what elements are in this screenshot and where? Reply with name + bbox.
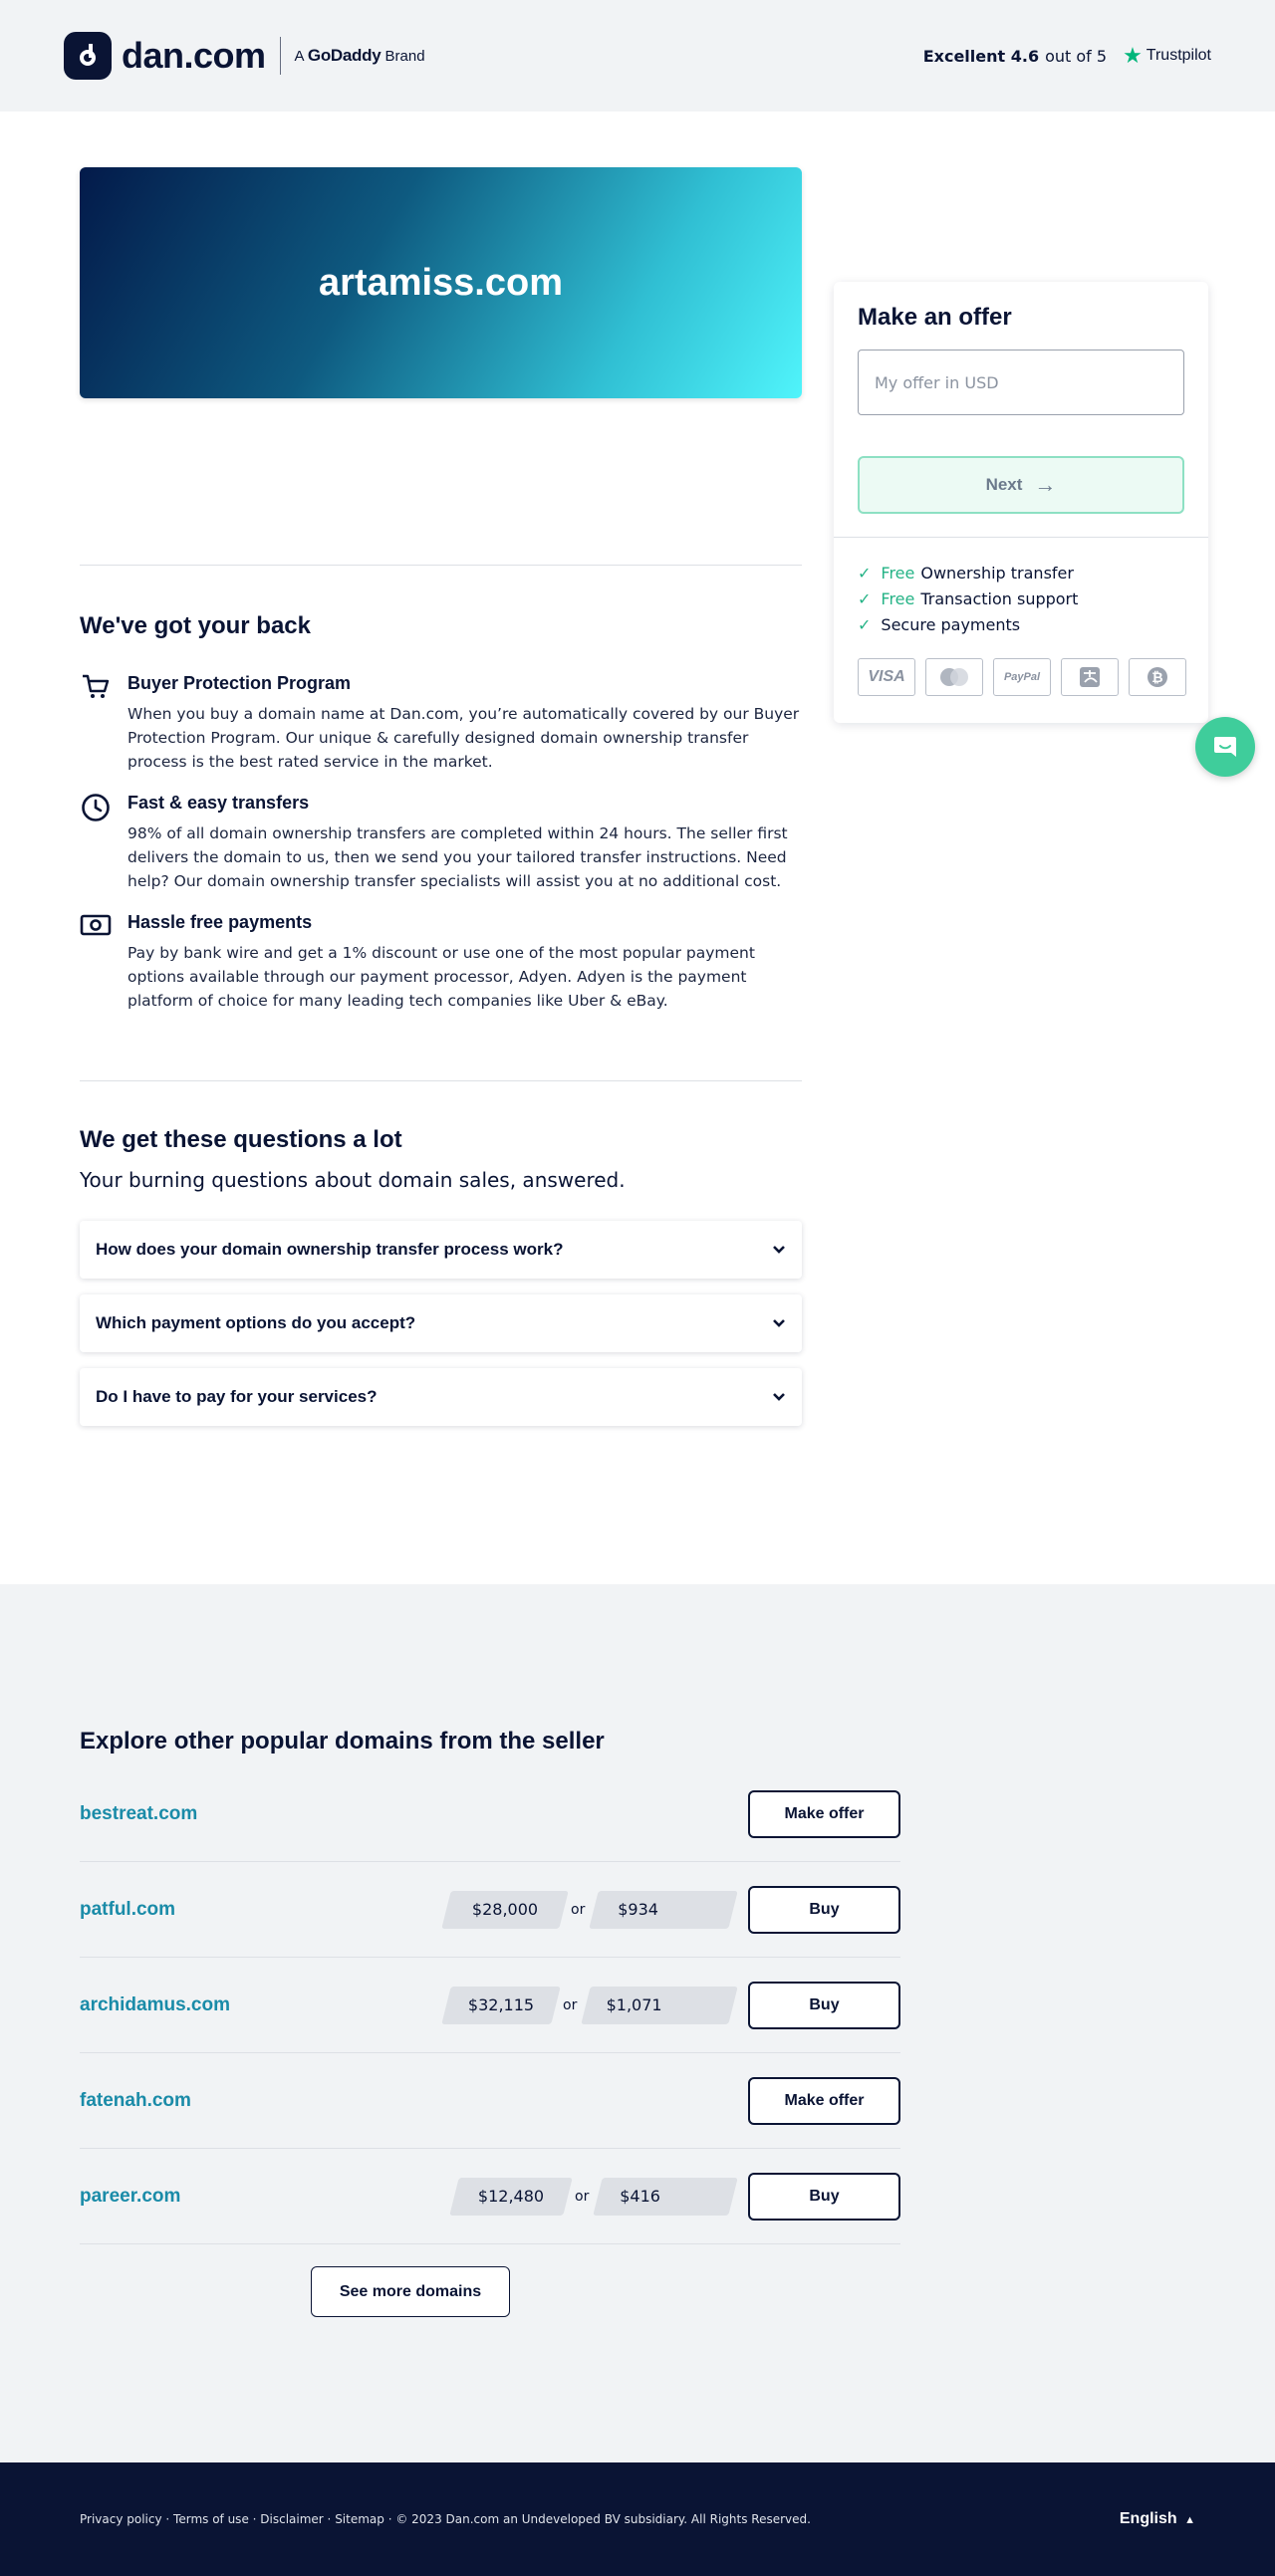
offer-heading: Make an offer bbox=[858, 304, 1012, 331]
check-icon: ✓ bbox=[858, 564, 872, 583]
monthly-price-tag: $1,071 bbox=[586, 1987, 733, 2024]
chevron-down-icon bbox=[772, 1392, 786, 1402]
next-label: Next bbox=[985, 475, 1023, 494]
price-tag: $32,115 bbox=[446, 1987, 556, 2024]
caret-up-icon: ▲ bbox=[1184, 2514, 1195, 2526]
faq-item[interactable] bbox=[80, 1368, 802, 1426]
feature-hassle-free-payments bbox=[80, 912, 802, 1013]
bitcoin-icon bbox=[1129, 658, 1186, 696]
or-label: or bbox=[575, 2188, 590, 2205]
domain-link[interactable]: pareer.com bbox=[80, 2185, 181, 2207]
monthly-price-tag: $416 bbox=[598, 2178, 733, 2216]
chat-icon bbox=[1211, 733, 1239, 761]
perk-text: Ownership transfer bbox=[920, 564, 1074, 583]
brand-name: GoDaddy bbox=[307, 46, 382, 65]
paypal-icon: PayPal bbox=[993, 658, 1051, 696]
svg-text:₿: ₿ bbox=[1151, 670, 1163, 686]
brand[interactable] bbox=[64, 32, 425, 80]
faq-item[interactable] bbox=[80, 1221, 802, 1279]
trustpilot-logo bbox=[1123, 43, 1211, 69]
faq-title: We get these questions a lot bbox=[80, 1126, 402, 1153]
domain-row bbox=[80, 1862, 900, 1958]
trustpilot-star-icon: ★ bbox=[1123, 43, 1143, 68]
language-selector[interactable] bbox=[1120, 2510, 1195, 2528]
footer-links: Privacy policy · Terms of use · Disclaimer · Sitemap · © 2023 Dan.com an Undeveloped BV subsidiary. All Rights Reserved. bbox=[80, 2512, 811, 2526]
chevron-down-icon bbox=[772, 1245, 786, 1255]
sitemap-link[interactable]: Sitemap bbox=[335, 2512, 384, 2526]
explore-domains-section bbox=[0, 1584, 1275, 2462]
feature-buyer-protection bbox=[80, 673, 802, 774]
explore-title: Explore other popular domains from the seller bbox=[80, 1728, 605, 1755]
faq-question: Do I have to pay for your services? bbox=[96, 1387, 378, 1406]
copyright-text: © 2023 Dan.com an Undeveloped BV subsidiary. All Rights Reserved. bbox=[395, 2512, 811, 2526]
logo-text: dan.com bbox=[122, 35, 266, 76]
disclaimer-link[interactable]: Disclaimer bbox=[260, 2512, 324, 2526]
perk-free-label: Free bbox=[881, 564, 915, 583]
offer-separator bbox=[834, 537, 1208, 538]
price-tag: $12,480 bbox=[454, 2178, 568, 2216]
payment-methods bbox=[858, 658, 1196, 696]
domain-link[interactable]: bestreat.com bbox=[80, 1802, 198, 1824]
make-offer-button[interactable]: Make offer bbox=[748, 2077, 900, 2125]
domain-row bbox=[80, 1958, 900, 2053]
brand-divider bbox=[280, 37, 281, 75]
offer-perks bbox=[858, 561, 1078, 638]
make-offer-panel bbox=[834, 282, 1208, 723]
perk-item bbox=[858, 586, 1078, 612]
feature-title: Fast & easy transfers bbox=[128, 793, 310, 813]
chat-button[interactable] bbox=[1195, 717, 1255, 777]
domain-row bbox=[80, 1766, 900, 1862]
buy-button[interactable]: Buy bbox=[748, 1982, 900, 2029]
trustpilot-text: Trustpilot bbox=[1146, 47, 1211, 64]
buy-button[interactable]: Buy bbox=[748, 1886, 900, 1934]
feature-text: When you buy a domain name at Dan.com, you’re automatically covered by our Buyer Protection Program. Our unique & carefully designed domain ownership transfer process is the best rated service in the market. bbox=[128, 705, 800, 771]
check-icon: ✓ bbox=[858, 589, 872, 608]
faq-question: How does your domain ownership transfer process work? bbox=[96, 1240, 564, 1259]
next-button[interactable] bbox=[858, 456, 1184, 514]
terms-link[interactable]: Terms of use bbox=[173, 2512, 249, 2526]
feature-title: Buyer Protection Program bbox=[128, 673, 352, 693]
brand-suffix: Brand bbox=[384, 48, 425, 65]
domain-row bbox=[80, 2053, 900, 2149]
divider bbox=[80, 565, 802, 566]
back-section-title: We've got your back bbox=[80, 612, 311, 639]
perk-free-label: Free bbox=[881, 589, 915, 608]
perk-text: Transaction support bbox=[920, 589, 1079, 608]
divider bbox=[80, 1080, 802, 1081]
feature-title: Hassle free payments bbox=[128, 912, 313, 932]
offer-input[interactable] bbox=[858, 350, 1184, 415]
domain-hero-banner bbox=[80, 167, 802, 398]
trustpilot-rating[interactable] bbox=[923, 43, 1211, 69]
rating-suffix: out of 5 bbox=[1045, 46, 1108, 66]
feature-fast-transfers bbox=[80, 793, 802, 893]
price-tag: $28,000 bbox=[446, 1891, 564, 1929]
language-label: English bbox=[1119, 2510, 1177, 2527]
domain-link[interactable]: fatenah.com bbox=[80, 2089, 191, 2111]
site-header bbox=[0, 0, 1275, 112]
or-label: or bbox=[571, 1901, 586, 1918]
see-more-domains-button[interactable]: See more domains bbox=[311, 2266, 510, 2317]
domain-row bbox=[80, 2149, 900, 2244]
domain-link[interactable]: archidamus.com bbox=[80, 1993, 230, 2015]
arrow-right-icon: → bbox=[1034, 472, 1057, 497]
visa-icon: VISA bbox=[858, 658, 915, 696]
dan-logo-icon bbox=[64, 32, 112, 80]
monthly-price-tag: $934 bbox=[594, 1891, 733, 1929]
site-footer bbox=[0, 2462, 1275, 2576]
buy-button[interactable]: Buy bbox=[748, 2173, 900, 2221]
or-label: or bbox=[563, 1996, 578, 2013]
privacy-link[interactable]: Privacy policy bbox=[80, 2512, 162, 2526]
faq-item[interactable] bbox=[80, 1294, 802, 1352]
feature-text: 98% of all domain ownership transfers are completed within 24 hours. The seller first delivers the domain to us, then we send you your tailored transfer instructions. Need help? Our domain ownership transfer specialists will assist you at no additional cost. bbox=[128, 824, 788, 890]
rating-label: Excellent 4.6 bbox=[922, 46, 1040, 66]
hero-domain: artamiss.com bbox=[318, 261, 563, 304]
mastercard-icon bbox=[925, 658, 983, 696]
perk-item bbox=[858, 561, 1078, 586]
feature-text: Pay by bank wire and get a 1% discount or use one of the most popular payment options available through our payment processor, Adyen. Adyen is the payment platform of choice for many leading tech companies like Uber & eBay. bbox=[128, 944, 755, 1010]
cart-icon bbox=[80, 673, 112, 705]
chevron-down-icon bbox=[772, 1318, 786, 1328]
clock-icon bbox=[80, 793, 112, 824]
domain-link[interactable]: patful.com bbox=[80, 1898, 176, 1920]
alipay-icon bbox=[1061, 658, 1119, 696]
perk-item bbox=[858, 612, 1078, 638]
check-icon: ✓ bbox=[858, 615, 872, 634]
brand-prefix: A bbox=[294, 48, 304, 65]
make-offer-button[interactable]: Make offer bbox=[748, 1790, 900, 1838]
cash-icon bbox=[80, 912, 112, 944]
perk-text: Secure payments bbox=[881, 615, 1021, 634]
godaddy-brand bbox=[295, 46, 425, 66]
faq-question: Which payment options do you accept? bbox=[96, 1313, 416, 1332]
faq-subtitle: Your burning questions about domain sales, answered. bbox=[80, 1168, 626, 1192]
